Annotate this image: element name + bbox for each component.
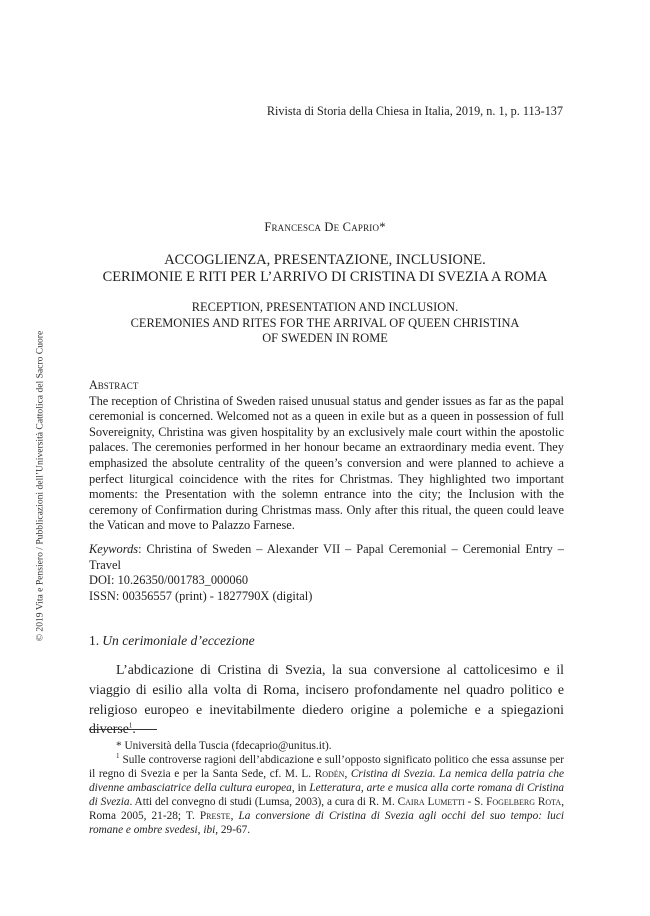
body-paragraph-text: L’abdicazione di Cristina di Svezia, la sua conversione al cattolicesimo e il viaggio di esilio alla volta di Roma, incisero profondamente nel quadro politico e religioso europeo e inevitabilmente diedero origine a polemiche e a spiegazioni diverse [89, 662, 564, 737]
footnote-ref-1: 1 [128, 721, 133, 730]
title-english-line-1: RECEPTION, PRESENTATION AND INCLUSION. [191, 300, 459, 314]
fn-title: Cristina di Svezia. La nemica della patria che divenne ambasciatrice della cultura europea [89, 768, 564, 794]
journal-citation: Rivista di Storia della Chiesa in Italia, 2019, n. 1, p. 113-137 [266, 104, 563, 118]
fn-text: , in [291, 782, 310, 794]
fn-text: , 29-67. [215, 824, 251, 836]
fn-title: La conversione di Cristina di Svezia agli occhi del suo tempo: luci romane e ombre svedesi [89, 810, 564, 836]
fn-title: Letteratura, arte e musica alla corte romana di Cristina di Svezia [89, 782, 564, 808]
section-title: Un cerimoniale d’eccezione [102, 633, 255, 648]
abstract-heading: Abstract [89, 378, 139, 392]
footnote-separator [89, 729, 157, 730]
title-english-line-2: CEREMONIES AND RITES FOR THE ARRIVAL OF QUEEN CHRISTINA [130, 315, 520, 330]
keywords-label: Keywords [89, 542, 139, 556]
section-number: 1. [89, 633, 100, 648]
fn-text: , [230, 810, 239, 822]
body-paragraph [89, 660, 564, 739]
author-name-text: Francesca De Caprio [264, 220, 380, 234]
copyright-side-note-text: © 2019 Vita e Pensiero / Pubblicazioni dell’Università Cattolica del Sacro Cuore [34, 330, 46, 642]
fn-author: Rodén [314, 768, 345, 780]
fn-text: . Atti del convegno di studi (Lumsa, 2003), a cura di R. M. [129, 796, 398, 808]
footnote-affiliation: * Università della Tuscia (fdecaprio@unitus.it). [116, 740, 332, 752]
doi-line: DOI: 10.26350/001783_000060 [89, 573, 249, 588]
fn-text: , [197, 824, 204, 836]
fn-text: , Roma 2005, 21-28; T. [89, 796, 565, 822]
section-heading [89, 633, 255, 649]
author-name [0, 220, 650, 235]
footnote-1 [89, 753, 564, 837]
title-italian-line-2: CERIMONIE E RITI PER L’ARRIVO DI CRISTINA DI SVEZIA A ROMA [102, 269, 548, 285]
fn-author: Fogelberg Rota [486, 796, 562, 808]
title-italian-line-1: ACCOGLIENZA, PRESENTAZIONE, INCLUSIONE. [164, 252, 486, 268]
title-english [90, 300, 560, 347]
keywords-line [89, 542, 564, 573]
title-italian [60, 252, 590, 286]
fn-text: - S. [464, 796, 487, 808]
fn-author: Caira Lumetti [397, 796, 465, 808]
fn-author: Preste [199, 810, 231, 822]
fn-text: Sulle controverse ragioni dell’abdicazione e sull’opposto significato politico che essa assunse per il regno di Svezia e per la Santa Sede, cf. M. L. [89, 754, 564, 780]
abstract [89, 378, 564, 534]
fn-text: , [344, 768, 351, 780]
fn-title: ibi [203, 824, 216, 836]
keywords-block [89, 542, 564, 604]
title-english-line-3: OF SWEDEN IN ROME [262, 331, 388, 345]
issn-line: ISSN: 00356557 (print) - 1827790X (digital) [89, 588, 313, 603]
footnote-1-marker: 1 [116, 752, 120, 761]
abstract-text: The reception of Christina of Sweden raised unusual status and gender issues as far as the papal ceremonial is concerned. Welcomed not as a queen in exile but as a queen in possession of full Sovereignity, Christina was given hospitality by an exclusively male court within the apostolic palaces. The ceremonies performed in her honour became an extraordinary media event. They emphasized the absolute centrality of the queen’s conversion and were planned to achieve a perfect liturgical coincidence with the rites for Christmas. They highlighted two important moments: the Presentation with the solemn entrance into the city; the Inclusion with the ceremony of Confirmation during Christmas mass. Only after this ritual, the queen could leave the Vatican and move to Palazzo Farnese. [89, 393, 564, 533]
body-paragraph-end: . [132, 721, 136, 737]
author-marker: * [379, 220, 386, 234]
keywords-text: : Christina of Sweden – Alexander VII – Papal Ceremonial – Ceremonial Entry – Travel [89, 542, 564, 572]
